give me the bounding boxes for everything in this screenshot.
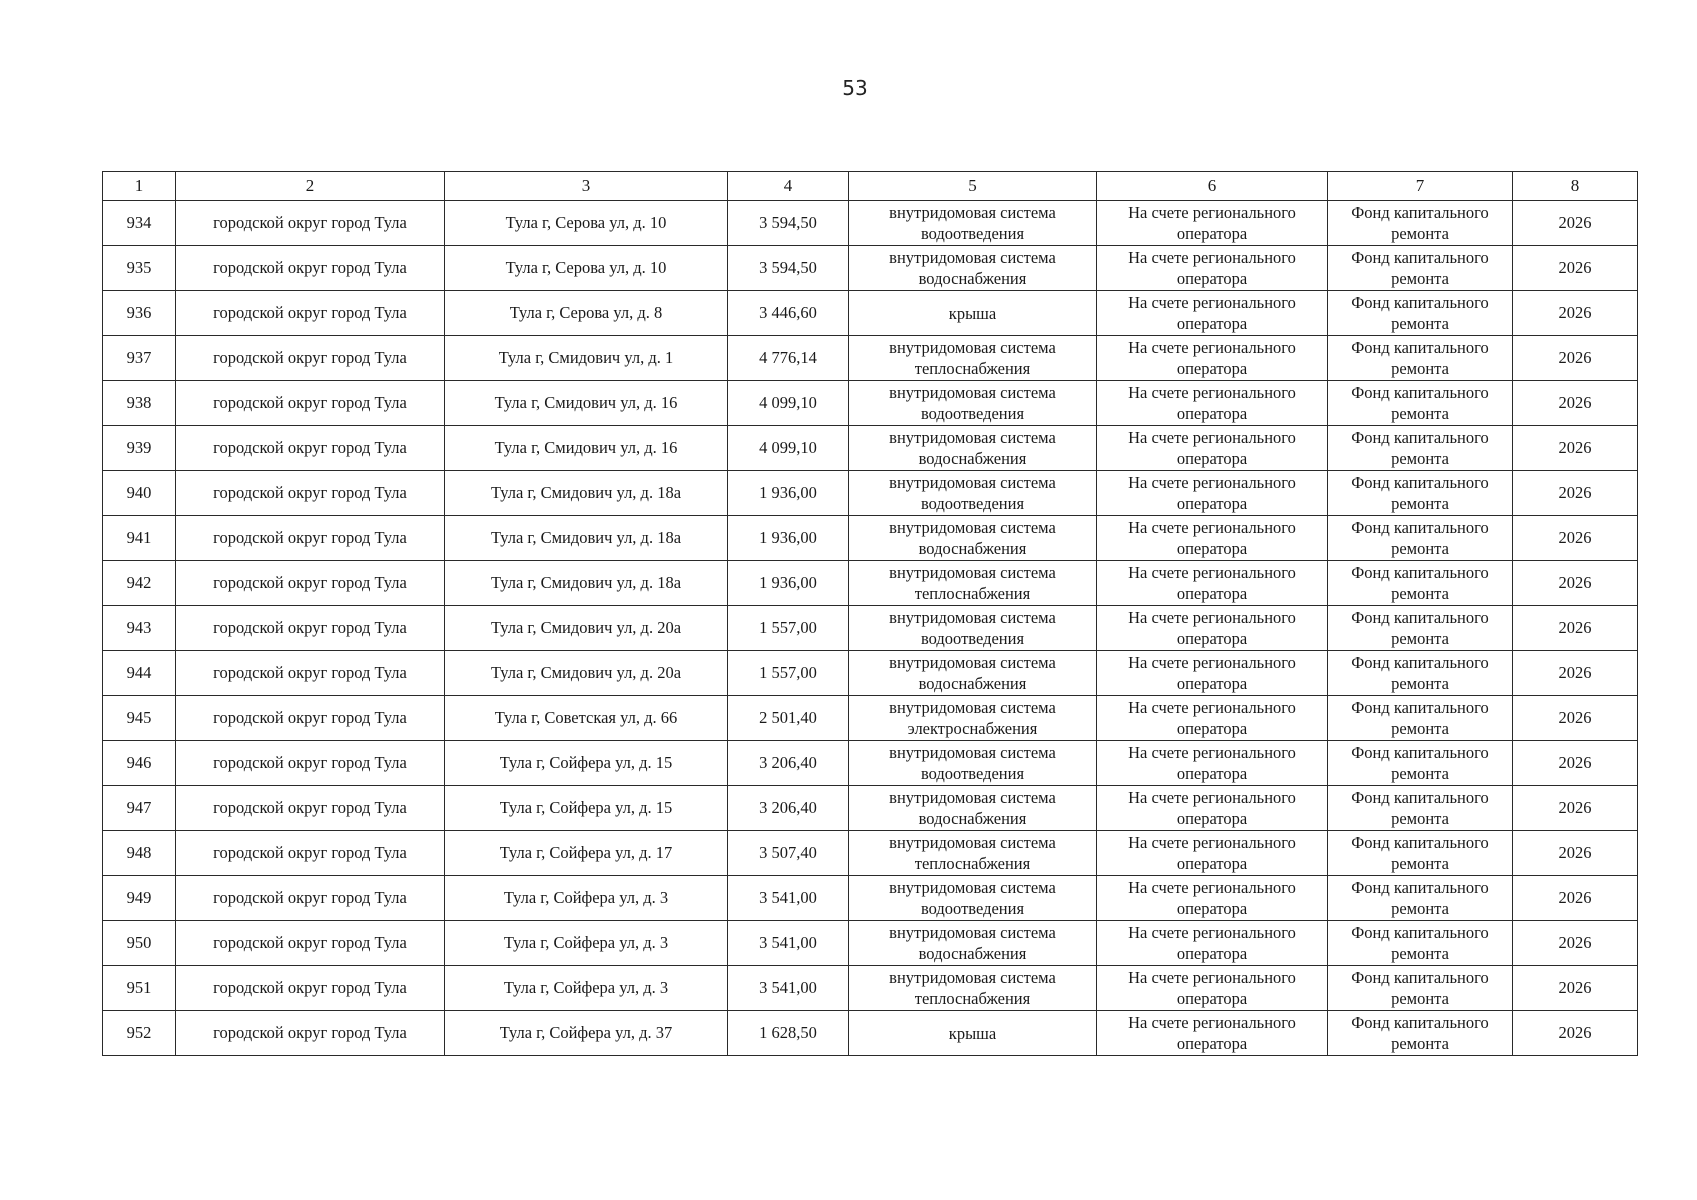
- repair-element-cell: внутридомовая система водоотведения: [849, 471, 1097, 516]
- municipality-cell: городской округ город Тула: [176, 921, 445, 966]
- funding-source-cell: Фонд капитального ремонта: [1328, 966, 1513, 1011]
- municipality-cell: городской округ город Тула: [176, 606, 445, 651]
- address-cell: Тула г, Сойфера ул, д. 3: [445, 876, 728, 921]
- address-cell: Тула г, Смидович ул, д. 20а: [445, 651, 728, 696]
- table-row: [103, 831, 1638, 876]
- row-number-cell: 951: [103, 966, 176, 1011]
- year-cell: 2026: [1513, 516, 1638, 561]
- municipality-cell: городской округ город Тула: [176, 696, 445, 741]
- repair-element-cell: внутридомовая система водоотведения: [849, 741, 1097, 786]
- repair-element-cell: внутридомовая система теплоснабжения: [849, 831, 1097, 876]
- area-cell: 2 501,40: [728, 696, 849, 741]
- funding-source-cell: Фонд капитального ремонта: [1328, 786, 1513, 831]
- year-cell: 2026: [1513, 696, 1638, 741]
- table-row: [103, 741, 1638, 786]
- area-cell: 3 594,50: [728, 201, 849, 246]
- row-number-cell: 946: [103, 741, 176, 786]
- row-number-cell: 941: [103, 516, 176, 561]
- address-cell: Тула г, Смидович ул, д. 18а: [445, 516, 728, 561]
- funding-source-cell: Фонд капитального ремонта: [1328, 651, 1513, 696]
- row-number-cell: 937: [103, 336, 176, 381]
- municipality-cell: городской округ город Тула: [176, 1011, 445, 1056]
- repair-element-cell: внутридомовая система водоотведения: [849, 876, 1097, 921]
- fund-location-cell: На счете регионального оператора: [1097, 606, 1328, 651]
- area-cell: 3 507,40: [728, 831, 849, 876]
- area-cell: 3 206,40: [728, 786, 849, 831]
- area-cell: 3 541,00: [728, 966, 849, 1011]
- year-cell: 2026: [1513, 831, 1638, 876]
- page-number: 53: [842, 76, 868, 100]
- table-row: [103, 696, 1638, 741]
- table-row: [103, 201, 1638, 246]
- municipality-cell: городской округ город Тула: [176, 381, 445, 426]
- municipality-cell: городской округ город Тула: [176, 336, 445, 381]
- funding-source-cell: Фонд капитального ремонта: [1328, 426, 1513, 471]
- municipality-cell: городской округ город Тула: [176, 876, 445, 921]
- column-header-3: 3: [445, 172, 728, 201]
- row-number-cell: 938: [103, 381, 176, 426]
- fund-location-cell: На счете регионального оператора: [1097, 291, 1328, 336]
- area-cell: 4 776,14: [728, 336, 849, 381]
- table-row: [103, 651, 1638, 696]
- address-cell: Тула г, Сойфера ул, д. 3: [445, 921, 728, 966]
- funding-source-cell: Фонд капитального ремонта: [1328, 516, 1513, 561]
- fund-location-cell: На счете регионального оператора: [1097, 876, 1328, 921]
- repair-element-cell: внутридомовая система водоснабжения: [849, 786, 1097, 831]
- repair-element-cell: крыша: [849, 291, 1097, 336]
- area-cell: 3 446,60: [728, 291, 849, 336]
- repair-element-cell: внутридомовая система теплоснабжения: [849, 966, 1097, 1011]
- year-cell: 2026: [1513, 336, 1638, 381]
- table-header-row: [103, 172, 1638, 201]
- year-cell: 2026: [1513, 246, 1638, 291]
- table-row: [103, 336, 1638, 381]
- year-cell: 2026: [1513, 966, 1638, 1011]
- table-row: [103, 606, 1638, 651]
- fund-location-cell: На счете регионального оператора: [1097, 336, 1328, 381]
- municipality-cell: городской округ город Тула: [176, 246, 445, 291]
- municipality-cell: городской округ город Тула: [176, 561, 445, 606]
- column-header-8: 8: [1513, 172, 1638, 201]
- municipality-cell: городской округ город Тула: [176, 426, 445, 471]
- year-cell: 2026: [1513, 876, 1638, 921]
- funding-source-cell: Фонд капитального ремонта: [1328, 561, 1513, 606]
- repair-element-cell: внутридомовая система водоснабжения: [849, 516, 1097, 561]
- repair-element-cell: внутридомовая система водоснабжения: [849, 246, 1097, 291]
- fund-location-cell: На счете регионального оператора: [1097, 201, 1328, 246]
- funding-source-cell: Фонд капитального ремонта: [1328, 201, 1513, 246]
- funding-source-cell: Фонд капитального ремонта: [1328, 291, 1513, 336]
- table-row: [103, 246, 1638, 291]
- address-cell: Тула г, Сойфера ул, д. 15: [445, 741, 728, 786]
- address-cell: Тула г, Сойфера ул, д. 3: [445, 966, 728, 1011]
- row-number-cell: 935: [103, 246, 176, 291]
- funding-source-cell: Фонд капитального ремонта: [1328, 741, 1513, 786]
- row-number-cell: 936: [103, 291, 176, 336]
- area-cell: 3 541,00: [728, 921, 849, 966]
- funding-source-cell: Фонд капитального ремонта: [1328, 336, 1513, 381]
- area-cell: 1 557,00: [728, 651, 849, 696]
- repair-element-cell: внутридомовая система водоотведения: [849, 606, 1097, 651]
- fund-location-cell: На счете регионального оператора: [1097, 651, 1328, 696]
- repair-element-cell: крыша: [849, 1011, 1097, 1056]
- table-row: [103, 966, 1638, 1011]
- fund-location-cell: На счете регионального оператора: [1097, 786, 1328, 831]
- row-number-cell: 945: [103, 696, 176, 741]
- column-header-2: 2: [176, 172, 445, 201]
- row-number-cell: 952: [103, 1011, 176, 1056]
- address-cell: Тула г, Серова ул, д. 10: [445, 201, 728, 246]
- address-cell: Тула г, Смидович ул, д. 16: [445, 381, 728, 426]
- column-header-7: 7: [1328, 172, 1513, 201]
- address-cell: Тула г, Смидович ул, д. 18а: [445, 561, 728, 606]
- area-cell: 3 206,40: [728, 741, 849, 786]
- funding-source-cell: Фонд капитального ремонта: [1328, 831, 1513, 876]
- table-row: [103, 291, 1638, 336]
- year-cell: 2026: [1513, 381, 1638, 426]
- table-row: [103, 426, 1638, 471]
- area-cell: 1 628,50: [728, 1011, 849, 1056]
- area-cell: 3 541,00: [728, 876, 849, 921]
- fund-location-cell: На счете регионального оператора: [1097, 1011, 1328, 1056]
- fund-location-cell: На счете регионального оператора: [1097, 561, 1328, 606]
- repair-element-cell: внутридомовая система водоснабжения: [849, 426, 1097, 471]
- area-cell: 4 099,10: [728, 426, 849, 471]
- funding-source-cell: Фонд капитального ремонта: [1328, 246, 1513, 291]
- column-header-1: 1: [103, 172, 176, 201]
- table-row: [103, 516, 1638, 561]
- row-number-cell: 940: [103, 471, 176, 516]
- year-cell: 2026: [1513, 201, 1638, 246]
- area-cell: 1 936,00: [728, 516, 849, 561]
- funding-source-cell: Фонд капитального ремонта: [1328, 876, 1513, 921]
- year-cell: 2026: [1513, 561, 1638, 606]
- table-body: [103, 172, 1638, 1056]
- address-cell: Тула г, Сойфера ул, д. 15: [445, 786, 728, 831]
- row-number-cell: 949: [103, 876, 176, 921]
- address-cell: Тула г, Советская ул, д. 66: [445, 696, 728, 741]
- row-number-cell: 948: [103, 831, 176, 876]
- address-cell: Тула г, Сойфера ул, д. 37: [445, 1011, 728, 1056]
- fund-location-cell: На счете регионального оператора: [1097, 966, 1328, 1011]
- area-cell: 1 557,00: [728, 606, 849, 651]
- table-row: [103, 921, 1638, 966]
- municipality-cell: городской округ город Тула: [176, 831, 445, 876]
- repair-element-cell: внутридомовая система водоотведения: [849, 201, 1097, 246]
- fund-location-cell: На счете регионального оператора: [1097, 471, 1328, 516]
- funding-source-cell: Фонд капитального ремонта: [1328, 606, 1513, 651]
- funding-source-cell: Фонд капитального ремонта: [1328, 381, 1513, 426]
- municipality-cell: городской округ город Тула: [176, 291, 445, 336]
- column-header-5: 5: [849, 172, 1097, 201]
- municipality-cell: городской округ город Тула: [176, 786, 445, 831]
- address-cell: Тула г, Смидович ул, д. 1: [445, 336, 728, 381]
- fund-location-cell: На счете регионального оператора: [1097, 246, 1328, 291]
- row-number-cell: 934: [103, 201, 176, 246]
- funding-source-cell: Фонд капитального ремонта: [1328, 921, 1513, 966]
- municipality-cell: городской округ город Тула: [176, 651, 445, 696]
- table-row: [103, 561, 1638, 606]
- address-cell: Тула г, Серова ул, д. 10: [445, 246, 728, 291]
- row-number-cell: 943: [103, 606, 176, 651]
- area-cell: 1 936,00: [728, 561, 849, 606]
- year-cell: 2026: [1513, 606, 1638, 651]
- municipality-cell: городской округ город Тула: [176, 741, 445, 786]
- fund-location-cell: На счете регионального оператора: [1097, 381, 1328, 426]
- address-cell: Тула г, Смидович ул, д. 16: [445, 426, 728, 471]
- municipality-cell: городской округ город Тула: [176, 471, 445, 516]
- year-cell: 2026: [1513, 291, 1638, 336]
- table-row: [103, 786, 1638, 831]
- area-cell: 1 936,00: [728, 471, 849, 516]
- area-cell: 4 099,10: [728, 381, 849, 426]
- funding-source-cell: Фонд капитального ремонта: [1328, 1011, 1513, 1056]
- fund-location-cell: На счете регионального оператора: [1097, 741, 1328, 786]
- municipality-cell: городской округ город Тула: [176, 201, 445, 246]
- address-cell: Тула г, Серова ул, д. 8: [445, 291, 728, 336]
- table-row: [103, 471, 1638, 516]
- repair-element-cell: внутридомовая система теплоснабжения: [849, 561, 1097, 606]
- repair-element-cell: внутридомовая система водоснабжения: [849, 921, 1097, 966]
- capital-repair-table: [102, 171, 1638, 1056]
- year-cell: 2026: [1513, 426, 1638, 471]
- municipality-cell: городской округ город Тула: [176, 966, 445, 1011]
- repair-element-cell: внутридомовая система теплоснабжения: [849, 336, 1097, 381]
- fund-location-cell: На счете регионального оператора: [1097, 426, 1328, 471]
- year-cell: 2026: [1513, 741, 1638, 786]
- funding-source-cell: Фонд капитального ремонта: [1328, 696, 1513, 741]
- address-cell: Тула г, Смидович ул, д. 18а: [445, 471, 728, 516]
- table-row: [103, 381, 1638, 426]
- address-cell: Тула г, Сойфера ул, д. 17: [445, 831, 728, 876]
- row-number-cell: 939: [103, 426, 176, 471]
- year-cell: 2026: [1513, 786, 1638, 831]
- column-header-6: 6: [1097, 172, 1328, 201]
- repair-element-cell: внутридомовая система водоотведения: [849, 381, 1097, 426]
- fund-location-cell: На счете регионального оператора: [1097, 831, 1328, 876]
- fund-location-cell: На счете регионального оператора: [1097, 696, 1328, 741]
- row-number-cell: 950: [103, 921, 176, 966]
- area-cell: 3 594,50: [728, 246, 849, 291]
- column-header-4: 4: [728, 172, 849, 201]
- table-row: [103, 1011, 1638, 1056]
- fund-location-cell: На счете регионального оператора: [1097, 921, 1328, 966]
- address-cell: Тула г, Смидович ул, д. 20а: [445, 606, 728, 651]
- year-cell: 2026: [1513, 471, 1638, 516]
- row-number-cell: 947: [103, 786, 176, 831]
- row-number-cell: 944: [103, 651, 176, 696]
- year-cell: 2026: [1513, 921, 1638, 966]
- fund-location-cell: На счете регионального оператора: [1097, 516, 1328, 561]
- year-cell: 2026: [1513, 1011, 1638, 1056]
- municipality-cell: городской округ город Тула: [176, 516, 445, 561]
- repair-element-cell: внутридомовая система водоснабжения: [849, 651, 1097, 696]
- year-cell: 2026: [1513, 651, 1638, 696]
- repair-element-cell: внутридомовая система электроснабжения: [849, 696, 1097, 741]
- table-row: [103, 876, 1638, 921]
- row-number-cell: 942: [103, 561, 176, 606]
- funding-source-cell: Фонд капитального ремонта: [1328, 471, 1513, 516]
